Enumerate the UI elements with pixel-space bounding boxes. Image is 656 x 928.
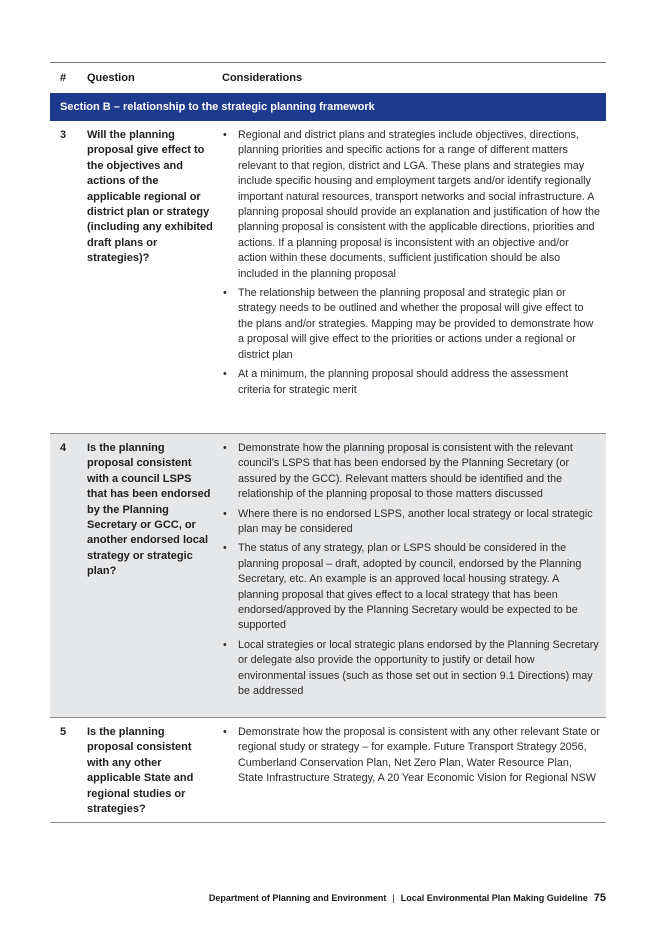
table-row	[50, 434, 606, 718]
list-item: • Local strategies or local strategic plans endorsed by the Planning Secretary or delegate also provide the opportunity to justify or detail how environmental issues (such as those set out in section 9.1 Directions) may be addressed	[222, 638, 606, 700]
list-item: • The status of any strategy, plan or LSPS should be considered in the planning proposal – draft, adopted by council, endorsed by the Planning Secretary, etc. An example is an approved local housing strategy. A planning proposal that gives effect to a local strategy that has been endorsed/approved by the Planning Secretary would be expected to be supported	[222, 541, 606, 633]
list-item: • Demonstrate how the proposal is consistent with any other relevant State or regional study or strategy – for example. Future Transport Strategy 2056, Cumberland Conservation Plan, Net Zero Plan, Water Resource Plan, State Infrastructure Strategy, A 20 Year Economic Vision for Regional NSW	[222, 725, 606, 787]
considerations-list	[222, 725, 606, 815]
list-item: • Where there is no endorsed LSPS, another local strategy or local strategic plan may be considered	[222, 507, 606, 538]
row-number: 4	[60, 442, 67, 454]
footer-department: Department of Planning and Environment	[208, 893, 387, 903]
row-question: Will the planning proposal give effect to the objectives and actions of the applicable regional or district plan or strategy (including any exhibited draft plans or strategies)?	[87, 129, 213, 265]
considerations-list	[222, 128, 606, 426]
page-footer	[209, 892, 606, 904]
header-number: #	[60, 72, 67, 84]
table-row	[50, 121, 606, 434]
page-number: 75	[593, 892, 606, 904]
section-b-heading: Section B – relationship to the strategic planning framework	[50, 93, 606, 121]
list-item: • At a minimum, the planning proposal should address the assessment criteria for strategic merit	[222, 367, 606, 398]
considerations-list	[222, 441, 606, 710]
footer-separator: |	[392, 893, 395, 903]
considerations-table	[50, 62, 606, 823]
footer-document-title: Local Environmental Plan Making Guideline	[400, 893, 588, 903]
row-question: Is the planning proposal consistent with a council LSPS that has been endorsed by the Planning Secretary or GCC, or another endorsed local strategy or strategic plan?	[87, 442, 211, 578]
header-considerations: Considerations	[222, 72, 303, 84]
list-item: • Regional and district plans and strategies include objectives, directions, planning priorities and specific actions for a range of different matters relevant to that region, district and LGA. These plans and strategies may include specific housing and employment targets and/or identify regionally important natural resources, transport networks and social infrastructure. A planning proposal should provide an explanation and justification of how the planning proposal is consistent with the applicable directions, priorities and actions. If a planning proposal is inconsistent with an objective and/or action within these documents, sufficient justification should be also included in the planning proposal	[222, 128, 606, 282]
list-item: • Demonstrate how the planning proposal is consistent with the relevant council’s LSPS that has been endorsed by the Planning Secretary (or assured by the GCC). Relevant matters should be identified and the relationship of the planning proposal to those matters discussed	[222, 441, 606, 503]
table-header	[50, 63, 606, 93]
row-number: 3	[60, 129, 67, 141]
list-item: • The relationship between the planning proposal and strategic plan or strategy needs to be outlined and whether the proposal will give effect to the plans and/or strategies. Mapping may be provided to demonstrate how a proposal will give effect to the priorities or actions under a regional or district plan	[222, 286, 606, 363]
header-question: Question	[87, 72, 135, 84]
table-row	[50, 718, 606, 823]
row-number: 5	[60, 726, 67, 738]
row-question: Is the planning proposal consistent with any other applicable State and regional studies or strategies?	[87, 726, 194, 816]
